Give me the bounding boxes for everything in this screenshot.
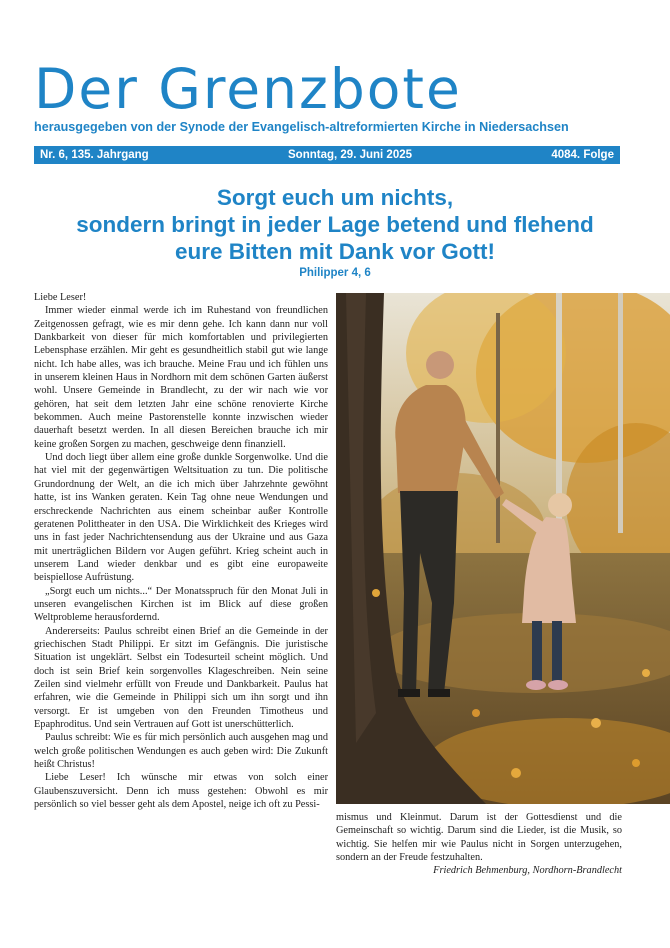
- article-paragraph: Und doch liegt über allem eine große dunkle Sorgenwolke. Und die hat viel mit der gegenwärtigen Weltsituation zu tun. Die politische Grundordnung der Welt, an die ich mich über Jahrzehnte gewöhnt hatte, ist ins Wanken geraten. Kein Tag ohne neue Wendungen und erschreckende Nachrichten aus einem scheinbar außer Kontrolle geratenen Polittheater in den USA. Die Wirklichkeit des Krieges wird uns in fast jeder Nachrichtensendung aus der Ukraine und aus Gaza mit unerträglichen Bildern vor Augen geführt. Krieg scheint auch in unserem Land wieder denkbar und es gibt eine europaweite beispiellose Aufrüstung.: [34, 452, 328, 584]
- article-column-right: [336, 811, 622, 878]
- bible-citation: Philipper 4, 6: [299, 267, 371, 279]
- issue-number: Nr. 6, 135. Jahrgang: [40, 149, 149, 161]
- headline-line-1: Sorgt euch um nichts,: [216, 185, 454, 210]
- article-paragraph: Andererseits: Paulus schreibt einen Brief an die Gemeinde in der griechischen Stadt Philippi. Er sitzt im Gefängnis. Die juristische Situation ist ungeklärt. Selbst ein Todesurteil scheint möglich. Und doch ist sein Brief kein sorgenvolles Klageschreiben. Nein seine Zeilen sind vielmehr erfüllt von Freude und Dankbarkeit. Paulus hat erfahren, wie die Gemeinde in Philippi sich um ihn sorgt und ihn versorgt. Er ist umgeben von den Freunden Timotheus und Epaphroditus. Und sein Vertrauen auf Gott ist unerschütterlich.: [34, 625, 328, 730]
- headline-line-2: sondern bringt in jeder Lage betend und flehend: [76, 212, 594, 237]
- article-greeting: Liebe Leser!: [34, 292, 87, 303]
- article-paragraph: Paulus schreibt: Wie es für mich persönlich auch ausgehen mag und welch große politischen Wendungen es auch geben wird: Die Zukunft heißt Christus!: [34, 732, 328, 771]
- headline-line-3: eure Bitten mit Dank vor Gott!: [174, 239, 496, 264]
- issue-date: Sonntag, 29. Juni 2025: [288, 149, 412, 161]
- article-paragraph: Liebe Leser! Ich wünsche mir etwas von solch einer Glaubenszuversicht. Denn ich muss gestehen: Obwohl es mir persönlich so viel besser geht als dem Apostel, neige ich oft zu Pessi-: [34, 772, 328, 811]
- issue-sequence: 4084. Folge: [551, 149, 614, 161]
- issue-bar: [34, 146, 620, 164]
- article-paragraph: „Sorgt euch um nichts...“ Der Monatsspruch für den Monat Juli in unseren evangelischen Kirchen ist im Blick auf diese großen Weltprobleme herausfordernd.: [34, 585, 328, 624]
- masthead-subtitle: herausgegeben von der Synode der Evangelisch-altreformierten Kirche in Niedersachsen: [34, 120, 569, 134]
- article-signature: Friedrich Behmenburg, Nordhorn-Brandlecht: [433, 865, 622, 877]
- article-column-left: [34, 291, 328, 811]
- headline: [20, 184, 650, 265]
- masthead-title: Der Grenzbote: [34, 57, 462, 121]
- article-paragraph: Immer wieder einmal werde ich im Ruhestand von freundlichen Zeitgenossen gefragt, wie es mir denn gehe. Ich kann dann nur voll Dankbarkeit von dieser für mich komfortablen und privilegierten Lebensphase erzählen. Mir geht es gesundheitlich stabil gut wie lange nicht. Ich habe alles, was ich brauche. Meine Frau und ich fühlen uns in unserem kleinen Haus in Nordhorn mit dem schönen Garten äußerst wohl. Unsere Gemeinde in Brandlecht, zu der wir nach wie vor gehören, hat seit dem letzten Jahr eine schöne renovierte Kirche bekommen. Auch meine Pastorenstelle konnte inzwischen wieder dauerhaft besetzt werden. In all diesen Bereichen brauche ich mir keine großen Sorgen zu machen, geschweige denn finanziell.: [34, 305, 328, 450]
- autumn-park-photo: [336, 293, 670, 804]
- article-continuation: mismus und Kleinmut. Darum ist der Gottesdienst und die Gemeinschaft so wichtig. Darum sind die Lieder, ist die Musik, so wichtig. Sie helfen mir wie Paulus nicht in Sorgen unterzugehen, sondern an der Freude festzuhalten.: [336, 812, 622, 864]
